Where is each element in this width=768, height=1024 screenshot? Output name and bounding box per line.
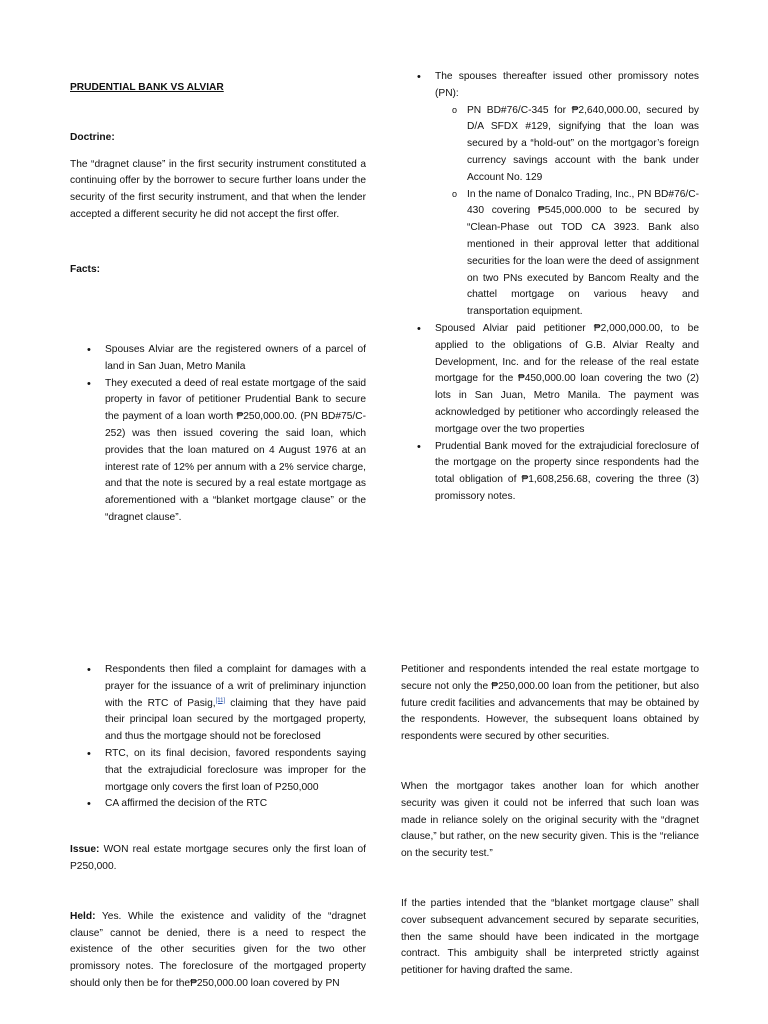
proceedings-list — [70, 662, 366, 813]
list-item: • RTC, on its final decision, favored respondents saying that the extrajudicial foreclosure was improper for the mortgage only covers the first loan of P250,000 — [70, 746, 366, 796]
list-item: • Spouses Alviar are the registered owners of a parcel of land in San Juan, Metro Manila — [70, 342, 366, 376]
issue-paragraph — [70, 842, 366, 876]
held-paragraph — [70, 909, 366, 993]
list-item: • Spoused Alviar paid petitioner ₱2,000,000.00, to be applied to the obligations of G.B. Alviar Realty and Development, Inc. and for the release of the real estate mortgage for the ₱450,000.00 loan covering the two (2) lots in San Juan, Metro Manila. The payment was acknowledged by petitioner who accordingly released the mortgage over the two properties — [400, 321, 699, 439]
list-item — [70, 662, 366, 746]
facts-label: Facts: — [70, 263, 101, 275]
issue-text: WON real estate mortgage secures only the first loan of P250,000. — [70, 844, 366, 872]
page1-left-column — [70, 80, 366, 279]
case-title: PRUDENTIAL BANK VS ALVIAR — [70, 82, 224, 93]
footnote-link[interactable]: [11] — [215, 697, 226, 704]
held-label: Held: — [70, 910, 96, 922]
sub-list-item: o PN BD#76/C-345 for ₱2,640,000.00, secured by D/A SFDX #129, signifying that the loan was secured by a “hold-out” on the mortgagor’s foreign currency savings account with the bank under Account No. 129 — [400, 103, 699, 187]
list-item: • They executed a deed of real estate mortgage of the said property in favor of petitioner Prudential Bank to secure the payment of a loan worth ₱250,000.00. (PN BD#75/C-252) was then issued covering the said loan, which provides that the loan matured on 4 August 1976 at an interest rate of 12% per annum with a 2% service charge, and that the note is secured by a real estate mortgage as aforementioned with a “blanket mortgage clause” or the “dragnet clause”. — [70, 376, 366, 527]
complaint-text: Respondents then filed a complaint for damages with a prayer for the issuance of a writ of preliminary injunction with the RTC of Pasig, — [105, 664, 366, 709]
page1-right-column — [400, 69, 699, 506]
ruling-paragraph-3: If the parties intended that the “blanket mortgage clause” shall cover subsequent advancement secured by separate securities, then the same should have been indicated in the mortgage contract. This ambiguity shall be interpreted strictly against petitioner for having drafted the same. — [401, 897, 699, 977]
list-item: • CA affirmed the decision of the RTC — [70, 796, 366, 813]
list-item: • The spouses thereafter issued other promissory notes (PN): — [400, 69, 699, 103]
ruling-paragraph-1: Petitioner and respondents intended the real estate mortgage to secure not only the ₱250,000.00 loan from the petitioner, but also future credit facilities and advancements that may be obtained by the respondents. However, the subsequent loans obtained by respondents were secured by other securities. — [401, 664, 699, 743]
doctrine-text: The “dragnet clause” in the first security instrument constituted a continuing offer by the borrower to secure further loans under the security of the first security instrument, and that when the lender accepted a different security he did not accept the first offer. — [70, 158, 366, 220]
page2-left-column — [70, 662, 366, 993]
page2-right-column — [401, 662, 699, 980]
complaint-text-cont: claiming that they have paid their principal loan secured by the mortgaged property, and thus the mortgage should not be foreclosed — [105, 697, 366, 743]
sub-list-item: o In the name of Donalco Trading, Inc., PN BD#76/C-430 covering ₱545,000.000 to be secured by “Clean-Phase out TOD CA 3923. Bank also mentioned in their approval letter that additional securities for the loan were the deed of assignment on two PNs executed by Bancom Realty and the chattel mortgage on various heavy and transportation equipment. — [400, 187, 699, 321]
ruling-paragraph-2: When the mortgagor takes another loan for which another security was given it could not be inferred that such loan was made in reliance solely on the original security with the “dragnet clause,” but rather, on the new security given. This is the “reliance on the security test.” — [401, 780, 699, 860]
doctrine-label: Doctrine: — [70, 131, 115, 143]
list-item: • Prudential Bank moved for the extrajudicial foreclosure of the mortgage on the property since respondents had the total obligation of ₱1,608,256.68, covering the three (3) promissory notes. — [400, 439, 699, 506]
facts-list — [70, 342, 366, 527]
held-text: Yes. While the existence and validity of the “dragnet clause” cannot be denied, there is a need to respect the existence of the other securities given for the two other promissory notes. The foreclosure of the mortgaged property should only then be for the₱250,000.00 loan covered by PN — [70, 910, 366, 989]
issue-label: Issue: — [70, 844, 100, 856]
